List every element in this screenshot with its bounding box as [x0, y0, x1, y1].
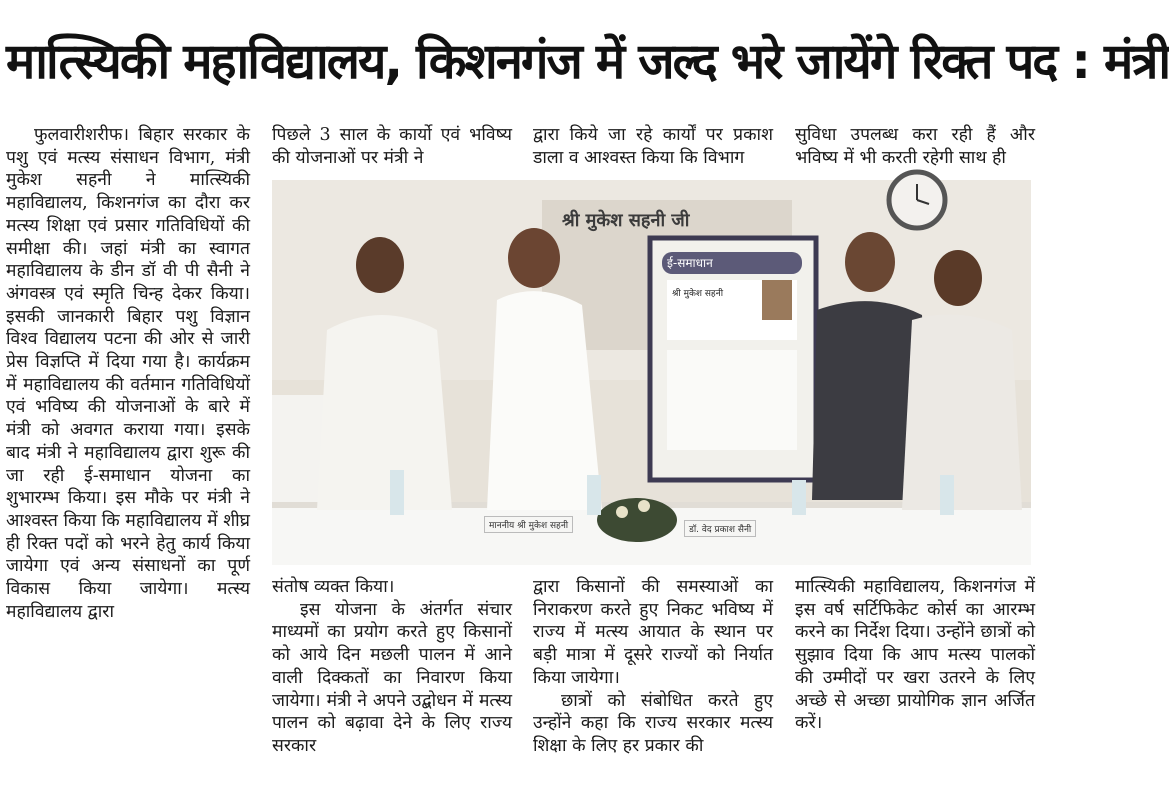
- article-column-3-top: [533, 124, 773, 172]
- headline: मात्स्यिकी महाविद्यालय, किशनगंज में जल्द भरे जायेंगे रिक्त पद : मंत्री: [6, 33, 1169, 90]
- poster-name: श्री मुकेश सहनी: [672, 289, 724, 299]
- nameplate-right: डॉ. वेद प्रकाश सैनी: [684, 520, 756, 537]
- photo-illustration: [272, 180, 1031, 565]
- article-column-2-bottom: [272, 576, 512, 790]
- column-3-bottom-p2: छात्रों को संबोधित करते हुए उन्होंने कहा कि राज्य सरकार मत्स्य शिक्षा के लिए हर प्रकार की: [533, 690, 773, 756]
- column-2-bottom-p2: इस योजना के अंतर्गत संचार माध्यमों का प्रयोग करते हुए किसानों को आये दिन मछली पालन में आने वाली दिक्कतों का निवारण किया जायेगा। मंत्री ने अपने उद्बोधन में मत्स्य पालन को बढ़ावा देने के लिए राज्य सरकार: [272, 599, 512, 756]
- article-column-1: [6, 124, 250, 790]
- article-column-3-bottom: [533, 576, 773, 790]
- article-column-2-top: [272, 124, 512, 172]
- column-4-bottom-text: मात्स्यिकी महाविद्यालय, किशनगंज में इस वर्ष सर्टिफिकेट कोर्स का आरम्भ करने का निर्देश दिया। उन्होंने छात्रों को सुझाव दिया कि आप मत्स्य पालकों की उम्मीदों पर खरा उतरने के लिए अच्छे से अच्छा प्रायोगिक ज्ञान अर्जित करें।: [795, 577, 1035, 734]
- poster-title: ई-समाधान: [667, 256, 713, 270]
- column-4-top-text: सुविधा उपलब्ध करा रही हैं और भविष्य में भी करती रहेगी साथ ही: [795, 125, 1035, 168]
- column-3-top-text: द्वारा किये जा रहे कार्यों पर प्रकाश डाला व आश्वस्त किया कि विभाग: [533, 125, 773, 168]
- column-3-bottom-p1: द्वारा किसानों की समस्याओं का निराकरण करते हुए निकट भविष्य में राज्य में मत्स्य आयात के स्थान पर बड़ी मात्रा में दूसरे राज्यों को निर्यात किया जायेगा।: [533, 577, 773, 688]
- nameplate-left: माननीय श्री मुकेश सहनी: [484, 516, 573, 533]
- article-column-4-bottom: [795, 576, 1035, 790]
- news-photo: [272, 180, 1031, 565]
- banner-text: श्री मुकेश सहनी जी: [562, 210, 690, 231]
- column-2-bottom-p1: संतोष व्यक्त किया।: [272, 577, 395, 597]
- article-column-4-top: [795, 124, 1035, 172]
- column-2-top-text: पिछले 3 साल के कार्यो एवं भविष्य की योजनाओं पर मंत्री ने: [272, 125, 512, 168]
- column-1-text: फुलवारीशरीफ। बिहार सरकार के पशु एवं मत्स्य संसाधन विभाग, मंत्री मुकेश सहनी ने मात्स्यिकी महाविद्यालय, किशनगंज का दौरा कर मत्स्य शिक्षा एवं प्रसार गतिविधियों की समीक्षा की। जहां मंत्री का स्वागत महाविद्यालय के डीन डॉ वी पी सैनी ने अंगवस्त्र एवं स्मृति चिन्ह देकर किया। इसकी जानकारी बिहार पशु विज्ञान विश्व विद्यालय पटना की ओर से जारी प्रेस विज्ञप्ति में दिया गया है। कार्यक्रम में महाविद्यालय की वर्तमान गतिविधियों एवं भविष्य की योजनाओं के बारे में मंत्री को अवगत कराया गया। इसके बाद मंत्री ने महाविद्यालय द्वारा शुरू की जा रही ई-समाधान योजना का शुभारम्भ किया। इस मौके पर मंत्री ने आश्वस्त किया कि महाविद्यालय में शीघ्र ही रिक्त पदों को भरने हेतु कार्य किया जायेगा एवं अन्य संसाधनों का पूर्ण विकास किया जायेगा। मत्स्य महाविद्यालय द्वारा: [6, 125, 250, 622]
